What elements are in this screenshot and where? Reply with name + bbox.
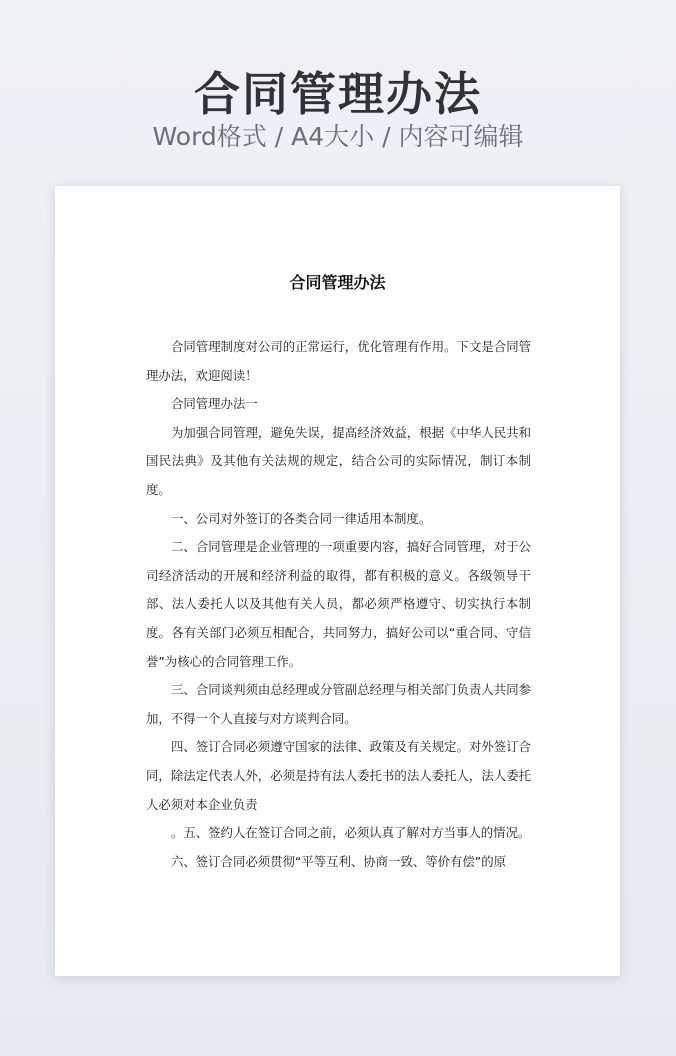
document-title: 合同管理办法 [289,273,386,292]
paragraph-purpose: 为加强合同管理，避免失误，提高经济效益，根据《中华人民共和国民法典》及其他有关法规的规定，结合公司的实际情况，制订本制度。 [146,424,531,497]
paragraph-article-5: 。五、签约人在签订合同之前，必须认真了解对方当事人的情况。 [171,825,531,841]
document-body [146,333,531,876]
page-subtitle: Word格式 / A4大小 / 内容可编辑 [152,122,524,151]
paragraph-article-1: 一、公司对外签订的各类合同一律适用本制度。 [171,510,432,526]
document-page [55,186,620,976]
paragraph-section-heading: 合同管理办法一 [171,396,258,412]
paragraph-article-3: 三、合同谈判须由总经理或分管副总经理与相关部门负责人共同参加，不得一个人直接与对方谈判合同。 [146,682,531,726]
paragraph-article-2: 二、合同管理是企业管理的一项重要内容，搞好合同管理，对于公司经济活动的开展和经济利益的取得，都有积极的意义。各级领导干部、法人委托人以及其他有关人员，都必须严格遵守、切实执行本制度。各有关部门必须互相配合，共同努力，搞好公司以“重合同、守信誉”为核心的合同管理工作。 [146,539,531,669]
page-title: 合同管理办法 [194,67,482,121]
paragraph-intro: 合同管理制度对公司的正常运行，优化管理有作用。下文是合同管理办法，欢迎阅读！ [146,339,531,383]
paragraph-article-4: 四、签订合同必须遵守国家的法律、政策及有关规定。对外签订合同，除法定代表人外，必须是持有法人委托书的法人委托人，法人委托人必须对本企业负责 [146,739,531,812]
paragraph-article-6: 六、签订合同必须贯彻“平等互利、协商一致、等价有偿”的原 [171,853,506,869]
